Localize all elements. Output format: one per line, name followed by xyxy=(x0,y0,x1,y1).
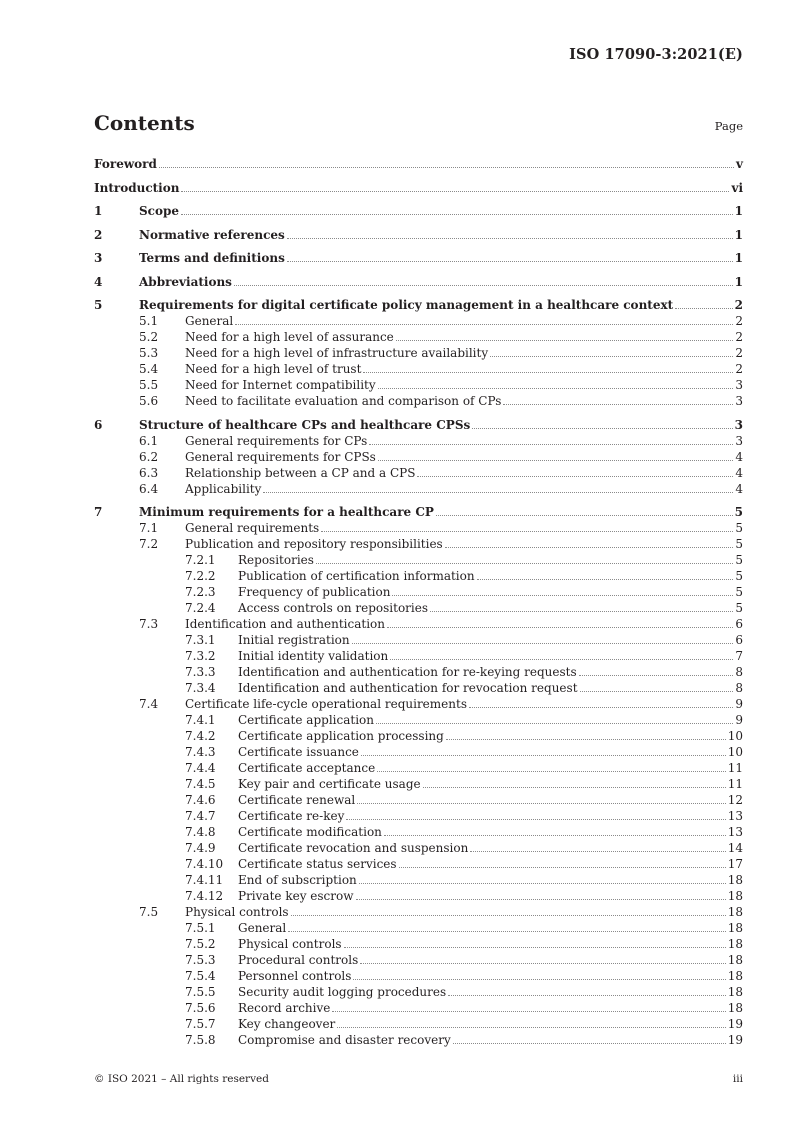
dot-leader xyxy=(580,690,734,692)
toc-entry[interactable] xyxy=(94,744,743,760)
dot-leader xyxy=(503,403,733,405)
toc-entry[interactable] xyxy=(94,824,743,840)
toc-entry-page[interactable]: 9 xyxy=(735,713,743,727)
toc-entry-number: 5.6 xyxy=(139,394,159,408)
dot-leader xyxy=(390,658,733,660)
dot-leader xyxy=(287,237,733,239)
toc-entry-page[interactable]: 5 xyxy=(735,537,743,551)
toc-entry-number: 7.4.9 xyxy=(185,841,216,855)
toc-entry-title[interactable]: Certificate re-key xyxy=(238,809,345,823)
toc-entry-page[interactable]: 18 xyxy=(727,905,743,919)
toc-entry-page[interactable]: 18 xyxy=(727,985,743,999)
toc-entry-number: 7 xyxy=(94,505,103,519)
toc-entry[interactable] xyxy=(94,952,743,968)
toc-entry-page[interactable]: 3 xyxy=(735,433,743,448)
toc-entry[interactable] xyxy=(94,180,743,196)
dot-leader xyxy=(356,898,726,900)
dot-leader xyxy=(470,850,725,852)
toc-entry[interactable] xyxy=(94,904,743,920)
dot-leader xyxy=(430,610,733,612)
toc-entry-page[interactable]: v xyxy=(736,157,743,171)
toc-entry-title[interactable]: Minimum requirements for a healthcare CP xyxy=(139,505,434,519)
toc-entry[interactable] xyxy=(94,481,743,497)
dot-leader xyxy=(159,166,734,168)
page-column-label: Page xyxy=(714,119,743,133)
dot-leader xyxy=(399,866,726,868)
toc-entry-page[interactable]: 18 xyxy=(727,921,743,935)
toc-entry-page[interactable]: 3 xyxy=(735,378,743,392)
toc-entry-title[interactable]: Terms and definitions xyxy=(139,251,285,265)
toc-entry[interactable] xyxy=(94,250,743,266)
toc-entry-number: 7.2 xyxy=(139,537,159,551)
toc-entry-title[interactable]: Private key escrow xyxy=(238,889,354,903)
toc-entry-number: 7.2.2 xyxy=(185,569,216,583)
toc-entry-title[interactable]: Initial registration xyxy=(238,633,350,647)
toc-entry-page[interactable]: 4 xyxy=(735,465,743,480)
dot-leader xyxy=(378,459,734,461)
toc-entry-number: 1 xyxy=(94,204,103,218)
dot-leader xyxy=(579,674,734,676)
toc-entry[interactable] xyxy=(94,792,743,808)
toc-entry-page[interactable]: 6 xyxy=(735,617,743,631)
toc-entry-number: 7.5.7 xyxy=(185,1017,216,1031)
toc-entry-title[interactable]: Certificate modification xyxy=(238,825,382,839)
toc-entry-title[interactable]: General requirements for CPs xyxy=(185,433,368,448)
toc-entry-title[interactable]: Certificate status services xyxy=(238,857,397,871)
toc-entry-number: 7.5.4 xyxy=(185,969,216,983)
toc-entry[interactable] xyxy=(94,968,743,984)
toc-entry[interactable] xyxy=(94,920,743,936)
toc-entry-page[interactable]: 10 xyxy=(727,745,743,759)
toc-entry-title[interactable]: Requirements for digital certificate policy management in a healthcare context xyxy=(139,298,674,312)
toc-entry-number: 6 xyxy=(94,417,103,432)
toc-entry-number: 7.2.4 xyxy=(185,601,216,615)
toc-entry-number: 7.4.3 xyxy=(185,745,216,759)
toc-entry-title[interactable]: Certificate issuance xyxy=(238,745,359,759)
toc-entry[interactable] xyxy=(94,696,743,712)
dot-leader xyxy=(291,914,726,916)
toc-entry-number: 7.4.2 xyxy=(185,729,216,743)
toc-entry-title[interactable]: General requirements xyxy=(185,521,320,535)
toc-entry-page[interactable]: 1 xyxy=(734,227,743,242)
toc-entry-number: 5.3 xyxy=(139,346,159,360)
toc-entry[interactable] xyxy=(94,313,743,329)
toc-entry[interactable] xyxy=(94,552,743,568)
toc-entry[interactable] xyxy=(94,377,743,393)
toc-entry[interactable] xyxy=(94,156,743,172)
dot-leader xyxy=(337,1026,725,1028)
dot-leader xyxy=(360,962,725,964)
toc-entry[interactable] xyxy=(94,504,743,520)
toc-entry-title[interactable]: Scope xyxy=(139,204,180,218)
toc-entry-page[interactable]: 19 xyxy=(727,1033,743,1047)
toc-entry-number: 7.4.10 xyxy=(185,857,224,871)
toc-entry-number: 7.1 xyxy=(139,521,159,535)
toc-entry[interactable] xyxy=(94,227,743,243)
toc-entry-page[interactable]: 18 xyxy=(727,889,743,903)
toc-entry-number: 5.4 xyxy=(139,362,159,376)
toc-entry-title[interactable]: Repositories xyxy=(238,553,314,567)
toc-entry-number: 4 xyxy=(94,274,103,289)
dot-leader xyxy=(346,818,725,820)
toc-entry-title[interactable]: General xyxy=(185,314,234,328)
toc-entry-page[interactable]: 18 xyxy=(727,937,743,951)
dot-leader xyxy=(363,371,733,373)
dot-leader xyxy=(417,475,733,477)
toc-entry-title[interactable]: End of subscription xyxy=(238,873,357,887)
toc-entry[interactable] xyxy=(94,449,743,465)
toc-entry-page[interactable]: 2 xyxy=(735,330,743,344)
toc-entry-page[interactable]: 5 xyxy=(735,585,743,599)
toc-entry-number: 7.5.5 xyxy=(185,985,216,999)
dot-leader xyxy=(387,626,733,628)
toc-entry[interactable] xyxy=(94,632,743,648)
toc-entry-page[interactable]: 5 xyxy=(735,521,743,535)
toc-entry[interactable] xyxy=(94,203,743,219)
toc-entry[interactable] xyxy=(94,776,743,792)
toc-entry-page[interactable]: 18 xyxy=(727,969,743,983)
toc-entry-title[interactable]: Need for a high level of infrastructure availability xyxy=(185,346,489,360)
toc-entry[interactable] xyxy=(94,329,743,345)
toc-entry[interactable] xyxy=(94,433,743,449)
toc-entry[interactable] xyxy=(94,936,743,952)
dot-leader xyxy=(316,562,733,564)
dot-leader xyxy=(332,1010,725,1012)
toc-entry-title[interactable]: Publication of certification information xyxy=(238,569,475,583)
toc-entry-number: 7.5.2 xyxy=(185,937,216,951)
toc-entry-title[interactable]: Procedural controls xyxy=(238,953,359,967)
toc-entry-title[interactable]: Certificate application xyxy=(238,713,374,727)
toc-entry-page[interactable]: 17 xyxy=(727,857,743,871)
toc-entry-number: 6.2 xyxy=(139,449,159,464)
dot-leader xyxy=(396,339,734,341)
toc-entry-number: 7.4.4 xyxy=(185,761,216,775)
toc-entry-title[interactable]: General requirements for CPSs xyxy=(185,449,376,464)
toc-entry-title[interactable]: Key changeover xyxy=(238,1017,336,1031)
footer-copyright: © ISO 2021 – All rights reserved xyxy=(94,1073,269,1085)
toc-entry-number: 6.1 xyxy=(139,433,159,448)
toc-entry[interactable] xyxy=(94,345,743,361)
dot-leader xyxy=(490,355,733,357)
toc-entry-title[interactable]: Frequency of publication xyxy=(238,585,391,599)
toc-entry[interactable] xyxy=(94,680,743,696)
toc-entry-page[interactable]: 2 xyxy=(734,298,743,312)
toc-entry-page[interactable]: 4 xyxy=(735,449,743,464)
toc-entry-title[interactable]: Initial identity validation xyxy=(238,649,389,663)
toc-entry[interactable] xyxy=(94,616,743,632)
dot-leader xyxy=(392,594,733,596)
toc-entry-page[interactable]: 5 xyxy=(735,601,743,615)
toc-entry-page[interactable]: 8 xyxy=(735,681,743,695)
dot-leader xyxy=(477,578,734,580)
toc-entry-page[interactable]: 5 xyxy=(735,569,743,583)
toc-entry-page[interactable]: 13 xyxy=(727,809,743,823)
toc-entry-number: 7.2.1 xyxy=(185,553,216,567)
toc-entry[interactable] xyxy=(94,1032,743,1048)
toc-entry-number: 7.5.6 xyxy=(185,1001,216,1015)
toc-entry-title[interactable]: Need for a high level of trust xyxy=(185,362,362,376)
toc-entry-number: 7.3 xyxy=(139,617,159,631)
toc-entry-page[interactable]: 2 xyxy=(735,362,743,376)
toc-entry-number: 7.5.3 xyxy=(185,953,216,967)
toc-entry-page[interactable]: 18 xyxy=(727,873,743,887)
toc-entry-page[interactable]: 3 xyxy=(734,417,743,432)
toc-entry-number: 7.2.3 xyxy=(185,585,216,599)
toc-entry-page[interactable]: 11 xyxy=(727,761,743,775)
toc-entry-number: 7.3.3 xyxy=(185,665,216,679)
toc-entry-number: 5.5 xyxy=(139,378,159,392)
toc-entry-title[interactable]: Record archive xyxy=(238,1001,331,1015)
toc-entry-title[interactable]: Compromise and disaster recovery xyxy=(238,1033,451,1047)
toc-entry-page[interactable]: 18 xyxy=(727,1001,743,1015)
dot-leader xyxy=(321,530,733,532)
dot-leader xyxy=(445,546,734,548)
toc-entry-page[interactable]: 2 xyxy=(735,314,743,328)
toc-entry-number: 7.4.6 xyxy=(185,793,216,807)
toc-entry-title[interactable]: Certificate revocation and suspension xyxy=(238,841,469,855)
toc-entry-page[interactable]: 5 xyxy=(734,505,743,519)
dot-leader xyxy=(376,722,733,724)
toc-entry-page[interactable]: 5 xyxy=(735,553,743,567)
toc-entry[interactable] xyxy=(94,417,743,433)
toc-entry[interactable] xyxy=(94,600,743,616)
dot-leader xyxy=(235,323,733,325)
toc-entry-page[interactable]: 9 xyxy=(735,697,743,711)
toc-entry-title[interactable]: Need to facilitate evaluation and comparison of CPs xyxy=(185,394,502,408)
dot-leader xyxy=(263,491,733,493)
dot-leader xyxy=(181,190,729,192)
toc-entry-number: 7.4.12 xyxy=(185,889,224,903)
dot-leader xyxy=(357,802,725,804)
dot-leader xyxy=(378,387,734,389)
toc-entry[interactable] xyxy=(94,872,743,888)
dot-leader xyxy=(472,427,732,429)
toc-entry[interactable] xyxy=(94,1016,743,1032)
toc-entry-title[interactable]: Certificate application processing xyxy=(238,729,444,743)
toc-entry-title[interactable]: Abbreviations xyxy=(139,274,232,289)
toc-entry-title[interactable]: Identification and authentication for revocation request xyxy=(238,681,578,695)
toc-entry-title[interactable]: Applicability xyxy=(185,481,262,496)
toc-entry[interactable] xyxy=(94,648,743,664)
document-id: ISO 17090-3:2021(E) xyxy=(569,46,743,63)
toc-entry-title[interactable]: Relationship between a CP and a CPS xyxy=(185,465,416,480)
toc-entry-title[interactable]: Personnel controls xyxy=(238,969,352,983)
toc-entry-page[interactable]: 19 xyxy=(727,1017,743,1031)
toc-entry-page[interactable]: 1 xyxy=(734,251,743,265)
toc-entry[interactable] xyxy=(94,808,743,824)
toc-entry-title[interactable]: Physical controls xyxy=(185,905,289,919)
toc-entry[interactable] xyxy=(94,520,743,536)
toc-entry-title[interactable]: Need for a high level of assurance xyxy=(185,330,394,344)
toc-entry-title[interactable]: Certificate renewal xyxy=(238,793,356,807)
toc-entry-number: 7.5.1 xyxy=(185,921,216,935)
toc-entry-number: 7.4.8 xyxy=(185,825,216,839)
toc-entry-title[interactable]: Identification and authentication xyxy=(185,617,386,631)
toc-entry-number: 7.5 xyxy=(139,905,159,919)
footer-page-number: iii xyxy=(732,1073,743,1085)
dot-leader xyxy=(181,213,733,215)
toc-entry-number: 6.4 xyxy=(139,481,159,496)
toc-entry-number: 5 xyxy=(94,298,103,312)
toc-entry-title[interactable]: Publication and repository responsibilities xyxy=(185,537,443,551)
dot-leader xyxy=(369,443,733,445)
toc-entry-page[interactable]: 18 xyxy=(727,953,743,967)
toc-entry-title[interactable]: Physical controls xyxy=(238,937,342,951)
toc-entry-title[interactable]: Key pair and certificate usage xyxy=(238,777,421,791)
toc-entry-page[interactable]: 12 xyxy=(727,793,743,807)
toc-entry[interactable] xyxy=(94,393,743,409)
toc-entry-number: 7.4 xyxy=(139,697,159,711)
dot-leader xyxy=(234,284,733,286)
toc-entry-page[interactable]: 1 xyxy=(734,274,743,289)
toc-entry[interactable] xyxy=(94,888,743,904)
toc-entry-page[interactable]: 14 xyxy=(727,841,743,855)
toc-entry[interactable] xyxy=(94,728,743,744)
toc-entry-number: 7.4.5 xyxy=(185,777,216,791)
toc-entry-number: 7.3.2 xyxy=(185,649,216,663)
toc-entry-title[interactable]: Structure of healthcare CPs and healthcare CPSs xyxy=(139,417,471,432)
toc-entry-title[interactable]: Need for Internet compatibility xyxy=(185,378,376,392)
toc-entry-page[interactable]: 4 xyxy=(735,481,743,496)
toc-entry-title[interactable]: Access controls on repositories xyxy=(238,601,428,615)
toc-entry-title[interactable]: Introduction xyxy=(94,180,180,195)
toc-entry-number: 7.3.1 xyxy=(185,633,216,647)
dot-leader xyxy=(436,514,733,516)
toc-entry-page[interactable]: 1 xyxy=(734,204,743,218)
toc-entry[interactable] xyxy=(94,584,743,600)
dot-leader xyxy=(361,754,726,756)
toc-entry[interactable] xyxy=(94,297,743,313)
dot-leader xyxy=(469,706,733,708)
toc-entry-page[interactable]: 8 xyxy=(735,665,743,679)
toc-entry-title[interactable]: Certificate life-cycle operational requirements xyxy=(185,697,467,711)
toc-entry-page[interactable]: 3 xyxy=(735,394,743,408)
toc-entry-number: 7.4.11 xyxy=(185,873,224,887)
toc-entry-number: 6.3 xyxy=(139,465,159,480)
toc-entry-number: 2 xyxy=(94,227,103,242)
dot-leader xyxy=(353,978,725,980)
toc-entry[interactable] xyxy=(94,840,743,856)
toc-entry-page[interactable]: 6 xyxy=(735,633,743,647)
toc-entry-title[interactable]: Certificate acceptance xyxy=(238,761,376,775)
toc-entry[interactable] xyxy=(94,536,743,552)
toc-entry-number: 7.4.1 xyxy=(185,713,216,727)
dot-leader xyxy=(384,834,726,836)
toc-entry[interactable] xyxy=(94,1000,743,1016)
toc-entry-title[interactable]: Foreword xyxy=(94,157,157,171)
toc-entry-page[interactable]: 7 xyxy=(735,649,743,663)
toc-entry-number: 5.1 xyxy=(139,314,159,328)
toc-entry[interactable] xyxy=(94,856,743,872)
dot-leader xyxy=(359,882,726,884)
toc-entry-page[interactable]: 10 xyxy=(727,729,743,743)
dot-leader xyxy=(287,260,733,262)
toc-entry-page[interactable]: 11 xyxy=(727,777,743,791)
dot-leader xyxy=(423,786,726,788)
toc-entry-page[interactable]: vi xyxy=(731,180,743,195)
toc-entry[interactable] xyxy=(94,274,743,290)
toc-entry-page[interactable]: 2 xyxy=(735,346,743,360)
dot-leader xyxy=(288,930,725,932)
contents-heading: Contents xyxy=(94,111,195,135)
toc-entry[interactable] xyxy=(94,664,743,680)
toc-entry-number: 3 xyxy=(94,251,103,265)
dot-leader xyxy=(352,642,734,644)
dot-leader xyxy=(344,946,726,948)
toc-entry-title[interactable]: Normative references xyxy=(139,227,285,242)
toc-entry[interactable] xyxy=(94,361,743,377)
dot-leader xyxy=(675,307,732,309)
toc-entry-number: 7.4.7 xyxy=(185,809,216,823)
dot-leader xyxy=(453,1042,726,1044)
toc-entry-title[interactable]: Identification and authentication for re-keying requests xyxy=(238,665,577,679)
toc-entry-number: 7.3.4 xyxy=(185,681,216,695)
toc-entry-title[interactable]: Security audit logging procedures xyxy=(238,985,447,999)
toc-entry[interactable] xyxy=(94,465,743,481)
toc-entry-title[interactable]: General xyxy=(238,921,287,935)
table-of-contents xyxy=(94,156,743,1048)
dot-leader xyxy=(446,738,726,740)
dot-leader xyxy=(377,770,726,772)
toc-entry-number: 5.2 xyxy=(139,330,159,344)
dot-leader xyxy=(448,994,726,996)
toc-entry[interactable] xyxy=(94,568,743,584)
toc-entry[interactable] xyxy=(94,712,743,728)
toc-entry[interactable] xyxy=(94,984,743,1000)
toc-entry-number: 7.5.8 xyxy=(185,1033,216,1047)
toc-entry[interactable] xyxy=(94,760,743,776)
toc-entry-page[interactable]: 13 xyxy=(727,825,743,839)
